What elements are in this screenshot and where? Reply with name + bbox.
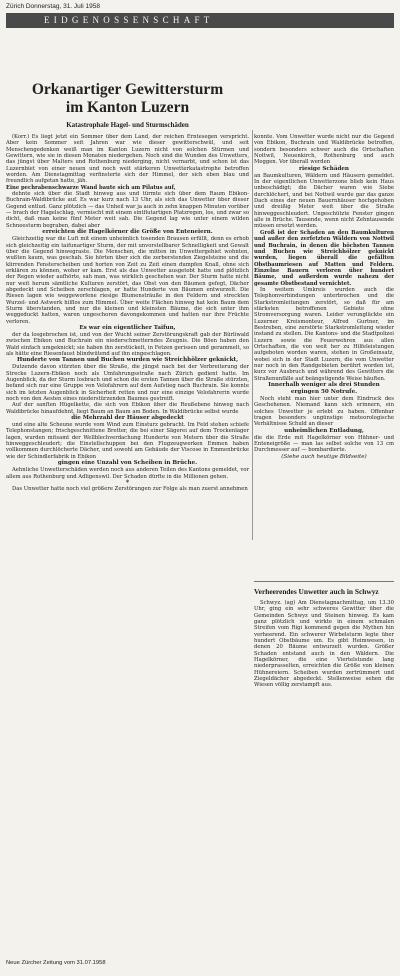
paragraph: (Korr.) Es liegt jetzt ein Sommer über dem Land, der reichen Erntesegen verspricht. Aber kein Sommer seit Jahren war wie dieser gewitterschwül, und seit Menschengedenken weiß man im Kanton Luzern nicht von solchen Stürmen und Gewittern, wie sie in diesen Monaten niedergehen. Noch sind die Wunden des Unwetters, das jüngst über Malters und Rothenburg niederging, nicht vernarbt, und schon ist das Luzernbiet von einer neuen und noch weit stärkeren Unwetterkatastrophe betroffen worden. Am Dienstagmittag verfinsterte sich der Himmel, der sich eben blau und freundlich aufgetan hatte, jäh. [6, 134, 249, 185]
subhead: Es war ein eigentlicher Taifun, [79, 324, 176, 331]
column-divider [252, 130, 253, 540]
subhead: unheimlichen Entladung, [284, 427, 364, 434]
paragraph: Aehnliche Unwetterschäden werden noch aus anderen Teilen des Kantons gemeldet, vor allem aus Rothenburg und Adligenswil. Der Schaden dürfte in die Millionen gehen. [6, 467, 249, 480]
paragraph: dehnte sich über die Stadt hinweg aus und türmte sich über dem Raum Ebikon-Buchrain-Waldibrücke auf. Es war kurz nach 13 Uhr, als sich das Unwetter über dieser Gegend entlud. Ganz plötzlich — das Unheil war ja auch in zehn knappen Minuten vorüber — brach der Hagelschlag, vermischt mit einem sintflutartigen Platzregen, los, und zwar so dicht, daß man keine fünf Meter weit sah. Die Gegend lag wie unter einem wilden Schneesturm begraben, dabei aber [6, 191, 249, 229]
subhead: die Mehrzahl der Häuser abgedeckt [71, 415, 184, 422]
paragraph: die die Erde mit Hagelkörner von Hühner- und Enteneigröße — man las selbst solche von 13 cm Durchmesser auf — bombardierte. [254, 434, 394, 454]
paragraph: Dutzende davon stürzten über die Straße, die jüngst nach bei der Verbreiterung der Strecke Luzern-Ebikon noch als Umfahrungsstraße nach Zürich gedient hatte. Im Augenblick, da der Sturm losbrach und schon die ersten Tannen über die Straße stürzten, befand sich nur eine Gruppe von Velofahrern auf dem Aufstieg nach Buchrain. Sie konnte sich im letzten Augenblick in Sicherheit retten und nur eine einzige Velofahrerin wurde noch von den Aesten eines niederstürzenden Baumes gestreift. [6, 364, 249, 403]
source-footer: Neue Zürcher Zeitung vom 31.07.1958 [6, 960, 106, 966]
subhead: Innerhalb weniger als drei Stunden ergingen 50 Notrufe. [268, 382, 380, 396]
paragraph: Schwyz. (ag) Am Dienstagnachmittag, um 13.30 Uhr, ging ein sehr schweres Gewitter über die Gemeinden Schwyz und Steinen hinweg. Es kam ganz plötzlich und wirkte in einem schmalen Streifen vom Rigi kommend gegen die Mythen hin verheerend. Ein schwerer Wirbelsturm legte über hundert Obstbäume um. Es gibt Heimwesen, in denen 20 Bäume entwurzelt wurden. Größer Schaden entstand auch in den Wäldern. Die Hagelkörner, die eine Viertelstunde lang niederprasselten, erreichten die Größe von kleinen Hühnereiern. Scheiben wurden zertrümmert und Ziegeldächer abgedeckt. Stellenweise sehen die Wiesen völlig zerstampft aus. [254, 600, 394, 689]
section-rule [254, 581, 394, 582]
schwyz-headline: Verheerendes Unwetter auch in Schwyz [254, 587, 379, 596]
photo-reference: (Siehe auch heutige Bildseite) [281, 453, 367, 460]
article-title-line2: im Kanton Luzern [65, 99, 190, 116]
paragraph: In weitem Umkreis wurden auch die Telephonverbindungen unterbrochen und die Starkstromleitungen zerstört, so daß für am stärksten betroffenen Gebiete ohne Stromversorgung waren. Leider verunglückte ein Luzerner Kreismonteur, Alfred Gurtner, im Bestreben, eine zerstörte Starkstromleitung wieder instand zu stellen. Die Kantons- und die Stadtpolizei Luzern sowie die Feuerwehren aus allen Ortschaften, die von weit her zu Hilfeleistungen aufgeboten worden waren, stehen in Großeinsatz, wobei sich in der Stadt Luzern, die vom Unwetter nur noch in den Randgebieten berührt worden ist, kurz vor Ausbruch und während des Gewitters die Straßenunfälle auf beängstigende Weise häuften. [254, 286, 394, 382]
subhead: erreichten die Hagelkörner die Größe von Enteneiern. [42, 229, 213, 236]
paragraph: Noch steht man hier unter dem Eindruck des Geschehenen. Niemand kann sich erinnern, ein solches Unwetter je erlebt zu haben. Offenbar tragen besonders ungünstige meteorologische Verhältnisse Schuld an dieser [254, 396, 394, 428]
paragraph: an Baumkulturen, Wäldern und Häusern gemeldet. In der eigentlichen Unwetterzone blieb kein Haus unbeschädigt; die Dächer waren wie Siebe durchlöchert, und bei Nottwil wurde gar das ganze Dach eines der neuen Bauernhäuser hochgehoben und dreißig Meter weit über die Straße hinweggeschleudert. Ungeschützte Fenster gingen alle in Brüche. Tausende, wenn nicht Zehntausende müssen ersetzt werden. [254, 172, 394, 230]
article-body-right [254, 134, 394, 461]
paragraph: Das Unwetter hatte noch viel größere Zerstörungen zur Folge als man zuerst annehmen [12, 486, 248, 493]
separator-star: * [125, 478, 130, 487]
paragraph-bold: Groß ist der Schaden an den Baumkulturen und außer den zerfetzten Wäldern von Nottwil und Buchrain, in denen die höchsten Tannen und Buchen wie Streichhölzer geknickt wurden, liegen überall die gefällten Obstbaumriesen auf Matten und Feldern. Einzelne Bauern verloren über hundert Bäume, und außerdem wurde nahezu der gesamte Obstbestand vernichtet. [254, 229, 394, 287]
dateline-text: Zürich Donnerstag, 31. Juli 1958 [6, 3, 100, 10]
paragraph: der da losgebrochen ist, und von der Wucht seiner Zerstörungskraft gab der Bürliwald zwischen Ebikon und Buchrain ein niederschmetterndes Zeugnis. Die Böen haben den Wald einfach umgeknickt; sie haben ihn zerstückelt, in Fetzen gerissen und gerammelt, so als hätte eine Riesenfaust blindwütend auf ihn eingeschlagen. [6, 331, 249, 357]
paragraph: Auf der sanften Hügelkette, die sich von Ebikon über die Reußebene hinweg nach Waldibrücke hinaufdehnt, liegt Baum an Baum am Boden. In Waldibrücke selbst wurde [6, 402, 249, 415]
subhead: Hunderte von Tannen und Buchen wurden wie Streichhölzer geknickt, [16, 357, 239, 364]
article-title-line1: Orkanartiger Gewittersturm [31, 81, 224, 98]
paragraph: und eine alte Scheune wurde vom Wind zum Einsturz gebracht. Im Feld stehen schiefe Telephonstangen; frischgeschnittene Bretter, die bei einer Sägerei auf dem Trockenlager lagen, wurden mitsamt der Wellblechverdachung Hunderte von Metern über die Straße hinweggeschleudert; die Einstellschuppen bei den Flugzeugwerken Emmen haben vollkommen durchlöcherte Dächer, und sowohl am Gebäude der Viscose in Emmenbrücke wie der Schindlerfabrik in Ebikon [6, 422, 249, 460]
paragraph: konnte. Vom Unwetter wurde nicht nur die Gegend von Ebikon, Buchrain und Waldibrücke betroffen, sondern besonders schwer auch die Ortschaften Nottwil, Neuenkirch, Rothenburg und auch Meggen. Vor überall werden [254, 134, 394, 166]
dateline [6, 3, 100, 10]
subhead: gingen eine Unzahl von Scheiben in Brüche. [57, 460, 198, 467]
schwyz-body [254, 600, 394, 689]
paragraph: Gleichzeitig war die Luft mit einem unheimlich tosenden Brausen erfüllt, denn es erhob sich gleichzeitig ein taifunartiger Sturm, der mit unvorstellbarer Schnelligkeit und Gewalt über die Gegend hinwegraste. Die Menschen, die mitten im Unwettergebiet wohnten, wußten kaum, was geschah. Sie hörten über sich die zerberstenden Ziegelsteine und die klirrenden Fensterscheiben und horten von Zeit zu Zeit einen dumpfen Knall, ohne sich erklären zu können, woher er kam. Erst als das Unwetter ausgetobt hatte und plötzlich der Regen wieder aufhörte, sah man, was wirklich geschehen war. Der Sturm hatte nicht nur weit herum sämtliche Kulturen zerstört, das Obst von den Bäumen gefegt, Dächer abgedeckt und Scheiben zerschlagen, er hatte Hunderte von Bäumen entwurzelt. Die Riesen lagen wie weggeworfene riesige Blumensträuße in den Feldern und streckten Wurzel- und Astwerk hilflos zum Himmel. Über weite Flächen hinweg hat kein Baum dem Sturm überstanden, und nur die kleinen und kleinsten Bäume, die sich unter ihm weggeduckt hatten, waren ungeschoren davongekommen und hatten nur ihre Früchte verloren. [6, 236, 249, 325]
article-body-top [6, 134, 249, 493]
article-subtitle: Katastrophale Hagel- und Sturmschäden [66, 121, 189, 129]
subhead: Eine pechrabenschwarze Wand baute sich am Pilatus auf, [6, 184, 176, 191]
section-masthead: EIDGENOSSENSCHAFT [6, 13, 394, 28]
subhead: riesige Schäden [299, 165, 349, 172]
